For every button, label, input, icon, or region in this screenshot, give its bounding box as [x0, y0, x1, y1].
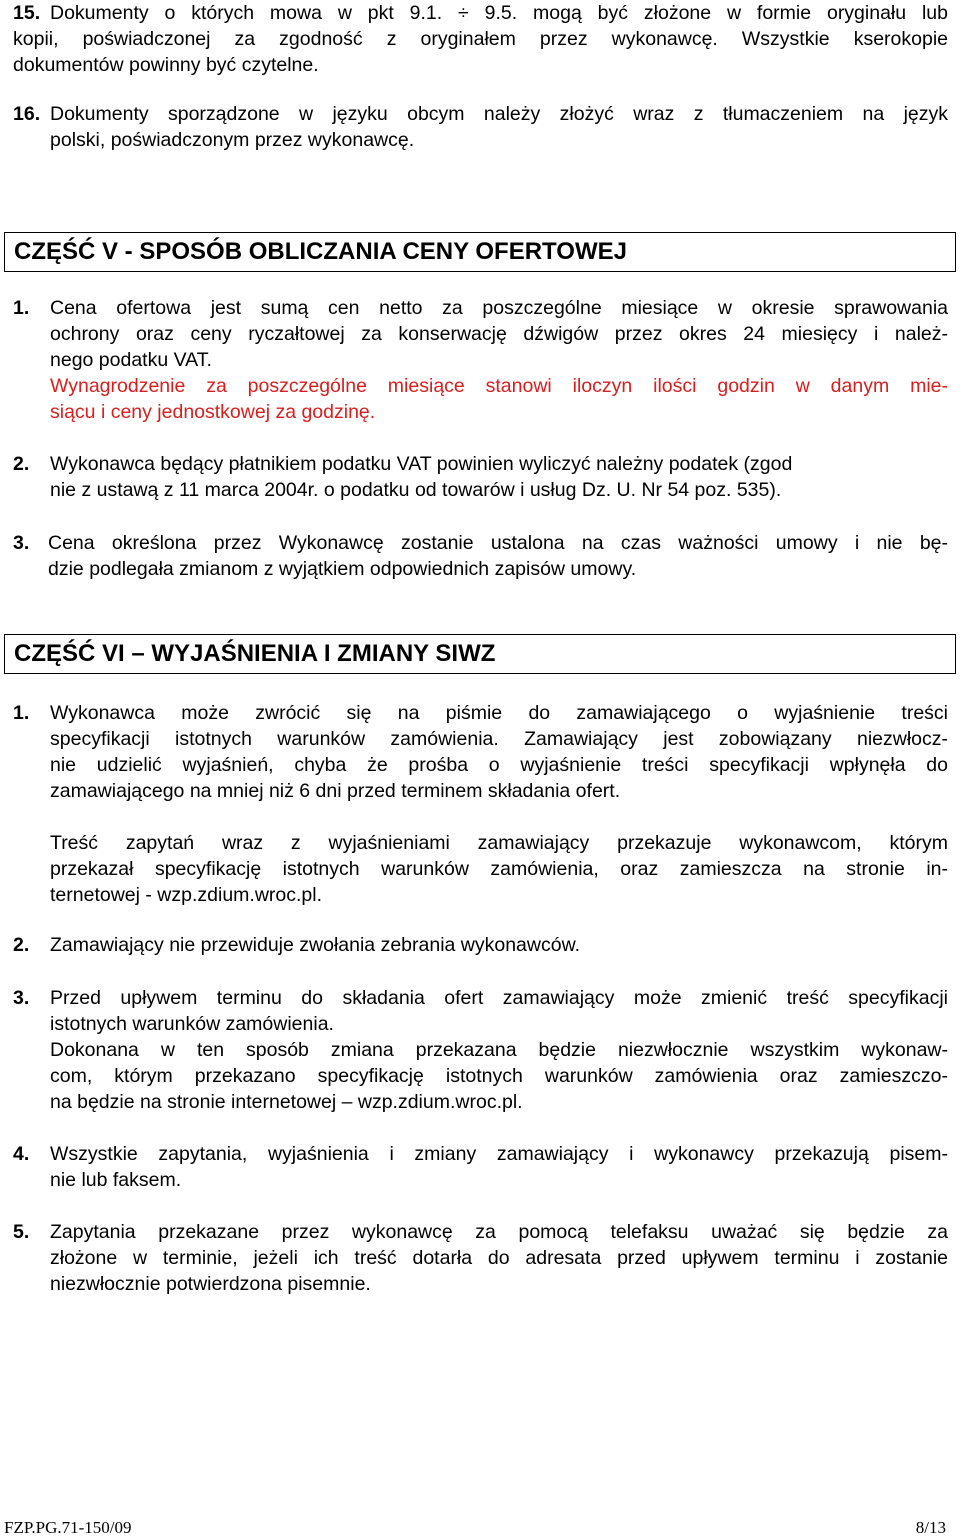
text-line: nie udzielić wyjaśnień, chyba że prośba o wyjaśnienie treści specyfikacji wpłynęła do [50, 754, 948, 776]
section6-item-1 [13, 700, 948, 908]
text-line: Treść zapytań wraz z wyjaśnieniami zamawiający przekazuje wykonawcom, którym [50, 832, 948, 854]
item-number: 3. [13, 532, 30, 554]
item-number: 5. [13, 1221, 30, 1243]
text-line: dokumentów powinny być czytelne. [13, 54, 319, 76]
section6-item-5 [13, 1219, 948, 1297]
highlighted-text-line: siącu i ceny jednostkowej za godzinę. [50, 401, 376, 423]
text-line: Przed upływem terminu do składania ofert zamawiający może zmienić treść specyfikacji [50, 987, 948, 1009]
text-line: Wykonawca będący płatnikiem podatku VAT powinien wyliczyć należny podatek (zgod [50, 453, 793, 475]
section-heading-vi: CZĘŚĆ VI – WYJAŚNIENIA I ZMIANY SIWZ [4, 634, 956, 674]
text-line: Cena ofertowa jest sumą cen netto za poszczególne miesiące w okresie sprawowania [50, 297, 948, 319]
text-line: Dokonana w ten sposób zmiana przekazana będzie niezwłocznie wszystkim wykonaw- [50, 1039, 948, 1061]
text-line: Cena określona przez Wykonawcę zostanie ustalona na czas ważności umowy i nie bę- [48, 532, 948, 554]
item-number: 2. [13, 453, 30, 475]
highlighted-text-line: Wynagrodzenie za poszczególne miesiące stanowi iloczyn ilości godzin w danym mie- [50, 375, 948, 397]
item-number: 2. [13, 934, 30, 956]
item-number: 4. [13, 1143, 30, 1165]
text-line: com, którym przekazano specyfikację istotnych warunków zamówienia oraz zamieszczo- [50, 1065, 948, 1087]
section5-item-1 [13, 295, 948, 425]
text-line: istotnych warunków zamówienia. [50, 1013, 334, 1035]
text-line: Dokumenty o których mowa w pkt 9.1. ÷ 9.5. mogą być złożone w formie oryginału lub [50, 2, 948, 24]
text-line: nie lub faksem. [50, 1169, 182, 1191]
footer-page-number: 8/13 [915, 1518, 946, 1537]
item-number: 3. [13, 987, 30, 1009]
text-line: na będzie na stronie internetowej – wzp.zdium.wroc.pl. [50, 1091, 523, 1113]
section6-item-3 [13, 985, 948, 1115]
text-line: złożone w terminie, jeżeli ich treść dotarła do adresata przed upływem terminu i zostanie [50, 1247, 948, 1269]
item-number: 1. [13, 702, 30, 724]
list-item-16 [13, 101, 948, 153]
text-line: przekazał specyfikację istotnych warunków zamówienia, oraz zamieszcza na stronie in- [50, 858, 948, 880]
text-line: nie z ustawą z 11 marca 2004r. o podatku od towarów i usług Dz. U. Nr 54 poz. 535). [50, 479, 782, 501]
text-line: nego podatku VAT. [50, 349, 212, 371]
text-line: Zamawiający nie przewiduje zwołania zebrania wykonawców. [50, 934, 581, 956]
section-heading-v: CZĘŚĆ V - SPOSÓB OBLICZANIA CENY OFERTOWEJ [4, 232, 956, 272]
text-line: dzie podlegała zmianom z wyjątkiem odpowiednich zapisów umowy. [48, 558, 637, 580]
text-line: zamawiającego na mniej niż 6 dni przed terminem składania ofert. [50, 780, 621, 802]
section6-item-2 [13, 932, 948, 958]
text-line: Zapytania przekazane przez wykonawcę za pomocą telefaksu uważać się będzie za [50, 1221, 948, 1243]
text-line: polski, poświadczonym przez wykonawcę. [50, 129, 415, 151]
section5-item-2 [13, 451, 948, 503]
item-number: 15. [13, 2, 41, 24]
text-line: specyfikacji istotnych warunków zamówienia. Zamawiający jest zobowiązany niezwłocz- [50, 728, 948, 750]
footer-document-id: FZP.PG.71-150/09 [4, 1518, 132, 1537]
text-line: Wszystkie zapytania, wyjaśnienia i zmiany zamawiający i wykonawcy przekazują pisem- [50, 1143, 948, 1165]
section6-item-4 [13, 1141, 948, 1193]
section5-item-3 [13, 530, 948, 582]
text-line: ternetowej - wzp.zdium.wroc.pl. [50, 884, 323, 906]
text-line: Wykonawca może zwrócić się na piśmie do zamawiającego o wyjaśnienie treści [50, 702, 948, 724]
item-number: 16. [13, 103, 41, 125]
text-line: ochrony oraz ceny ryczałtowej za konserwację dźwigów przez okres 24 miesięcy i należ- [50, 323, 948, 345]
text-line: niezwłocznie potwierdzona pisemnie. [50, 1273, 371, 1295]
text-line: kopii, poświadczonej za zgodność z oryginałem przez wykonawcę. Wszystkie kserokopie [13, 28, 948, 50]
list-item-15 [13, 0, 948, 78]
item-number: 1. [13, 297, 30, 319]
text-line: Dokumenty sporządzone w języku obcym należy złożyć wraz z tłumaczeniem na język [50, 103, 948, 125]
